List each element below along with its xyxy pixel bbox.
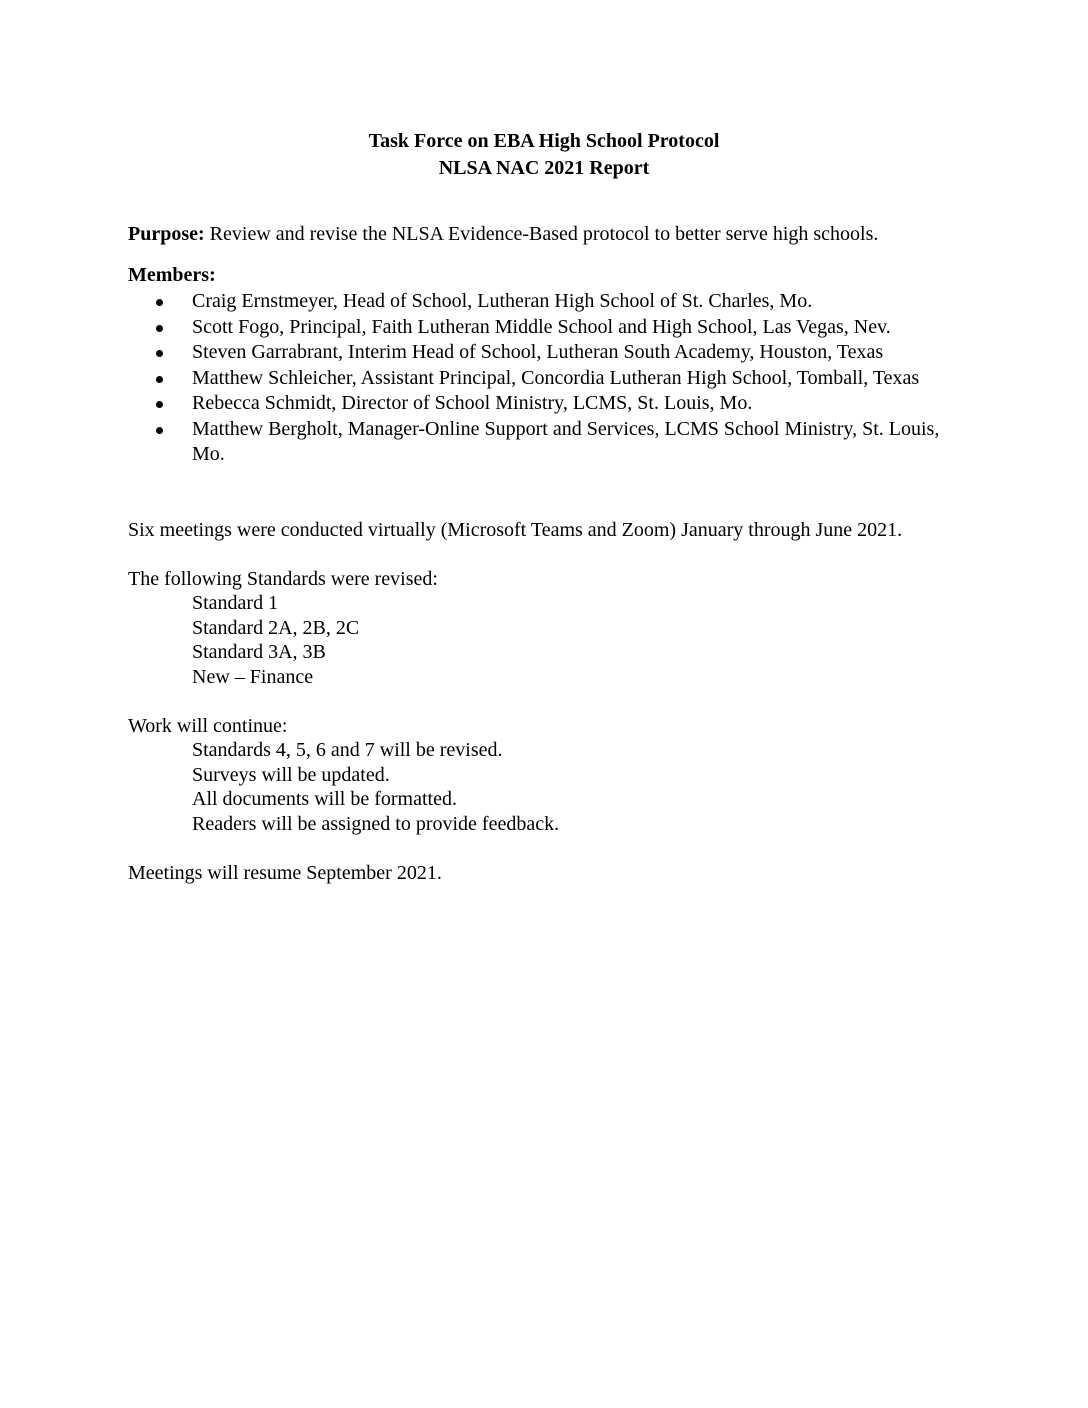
bullet-icon [156,427,163,434]
purpose-paragraph [128,222,878,247]
bullet-icon [156,401,163,408]
bullet-icon [156,350,163,357]
resume-paragraph: Meetings will resume September 2021. [128,862,442,884]
work-item: Readers will be assigned to provide feedback. [192,812,560,835]
member-text: Craig Ernstmeyer, Head of School, Lutheran High School of St. Charles, Mo. [192,290,813,312]
members-heading: Members: [128,264,216,286]
bullet-icon [156,376,163,383]
member-text: Matthew Schleicher, Assistant Principal, Concordia Lutheran High School, Tomball, Texas [192,366,920,389]
work-continue-intro: Work will continue: [128,715,288,737]
member-item [128,289,958,315]
member-text: Steven Garrabrant, Interim Head of School, Lutheran South Academy, Houston, Texas [192,341,884,363]
member-item [128,366,958,392]
member-item [128,391,958,417]
standard-item: New – Finance [192,665,314,688]
title-line-2: NLSA NAC 2021 Report [438,157,650,179]
member-text: Rebecca Schmidt, Director of School Ministry, LCMS, St. Louis, Mo. [192,392,753,414]
members-list [128,289,958,468]
document-title [0,128,1088,182]
work-item: All documents will be formatted. [192,788,457,810]
member-text: Matthew Bergholt, Manager-Online Support and Services, LCMS School Ministry, St. Louis, Mo. [192,417,940,465]
standard-item: Standard 1 [192,592,279,614]
bullet-icon [156,325,163,332]
bullet-icon [156,299,163,306]
standard-item: Standard 2A, 2B, 2C [192,616,360,639]
meetings-paragraph: Six meetings were conducted virtually (Microsoft Teams and Zoom) January through June 2021. [128,519,903,541]
standard-item: Standard 3A, 3B [192,641,326,663]
purpose-text: Review and revise the NLSA Evidence-Based protocol to better serve high schools. [204,223,879,245]
member-text: Scott Fogo, Principal, Faith Lutheran Middle School and High School, Las Vegas, Nev. [192,315,891,338]
member-item [128,417,958,468]
member-item [128,340,958,366]
standards-revised-intro: The following Standards were revised: [128,568,438,590]
title-line-1: Task Force on EBA High School Protocol [368,130,720,152]
standards-revised-list [192,591,359,689]
work-continue-list [192,738,559,836]
purpose-label: Purpose: [128,223,205,245]
work-item: Standards 4, 5, 6 and 7 will be revised. [192,739,503,761]
work-item: Surveys will be updated. [192,763,390,786]
member-item [128,315,958,341]
